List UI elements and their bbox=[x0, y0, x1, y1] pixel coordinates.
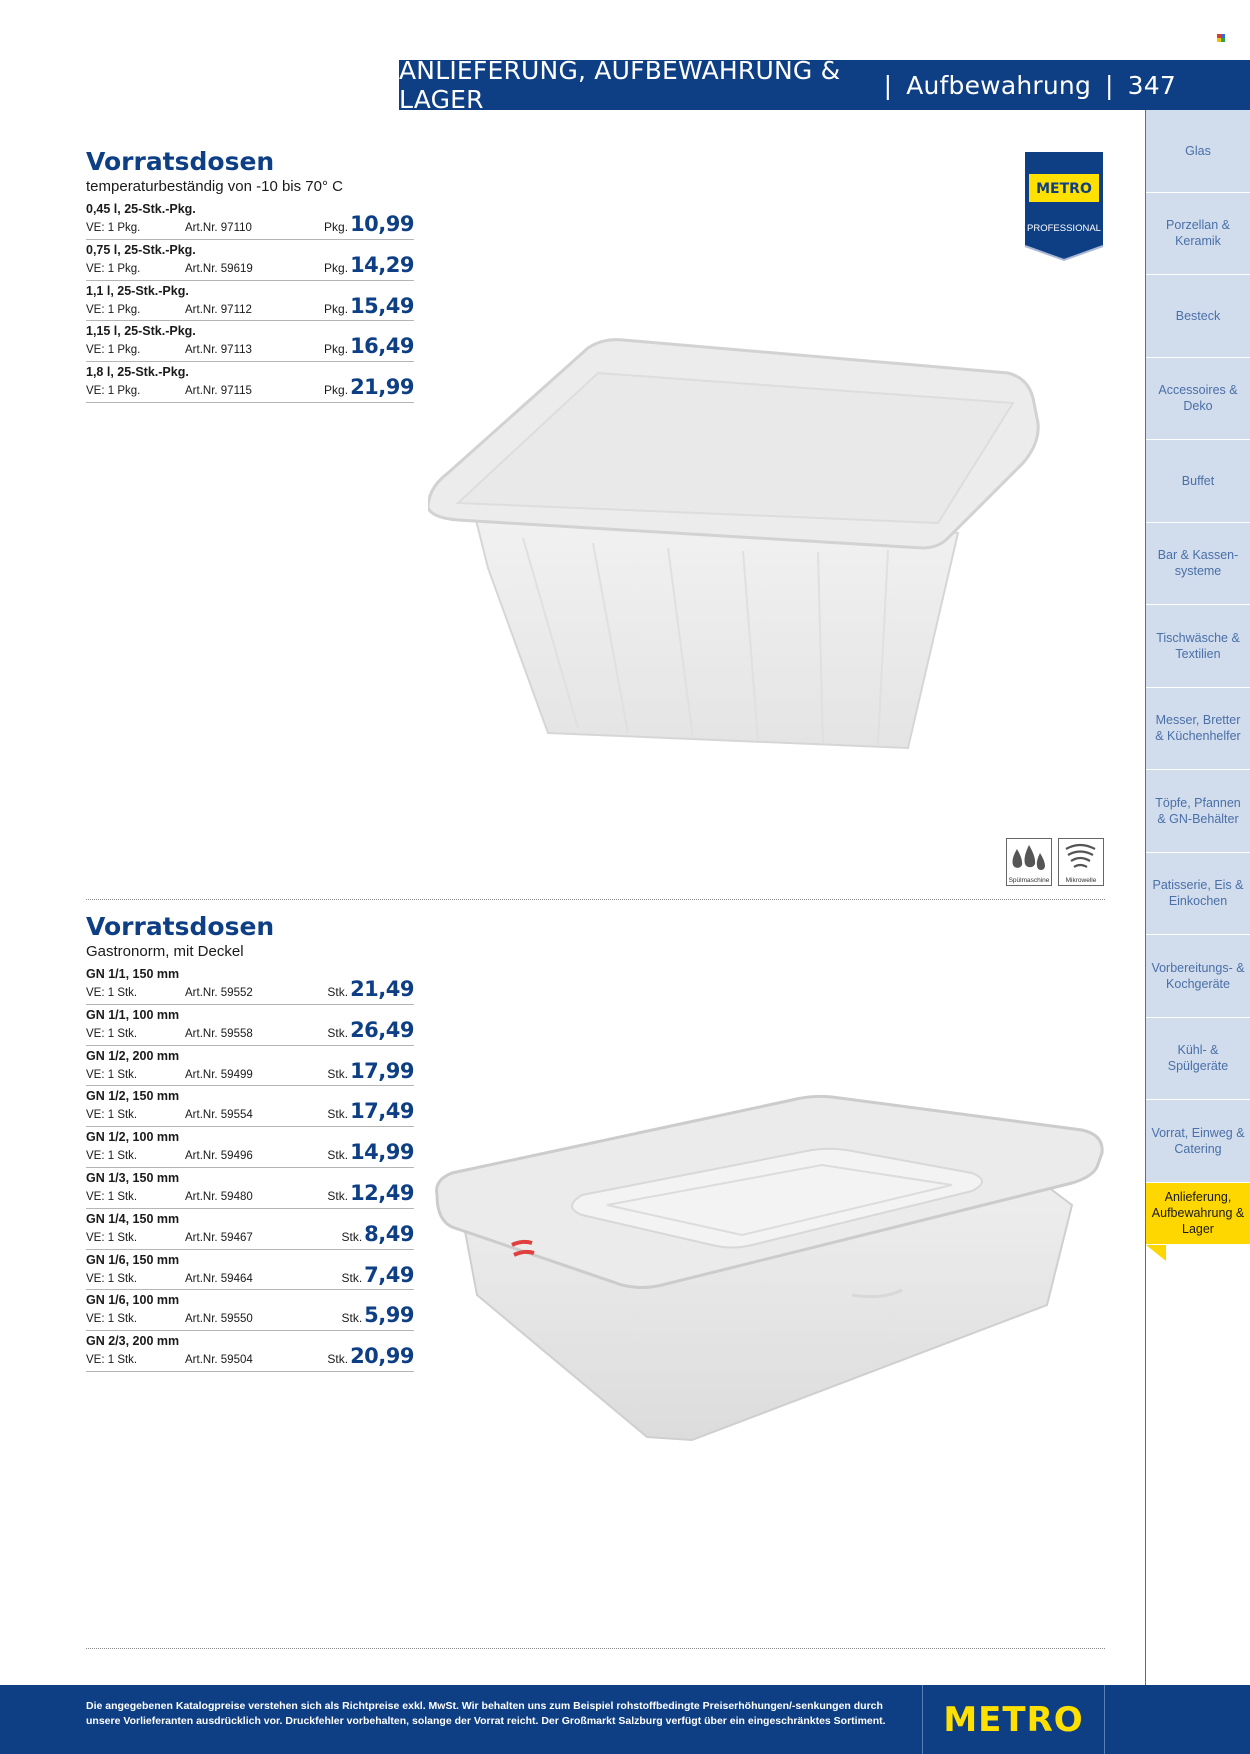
sidebar-tab[interactable] bbox=[1146, 935, 1250, 1018]
bottom-divider bbox=[86, 1648, 1105, 1649]
product-name: 1,1 l, 25-Stk.-Pkg. bbox=[86, 283, 189, 298]
dishwasher-safe-icon bbox=[1006, 838, 1052, 886]
price bbox=[327, 1181, 414, 1205]
flag-icon bbox=[1217, 34, 1225, 42]
section-title: Vorratsdosen bbox=[86, 147, 275, 176]
price-row bbox=[86, 1290, 414, 1331]
price-value: 7,49 bbox=[364, 1262, 414, 1287]
price-row bbox=[86, 1005, 414, 1046]
page-number: 347 bbox=[1127, 70, 1176, 100]
sidebar-tab[interactable] bbox=[1146, 193, 1250, 276]
sidebar-tab[interactable] bbox=[1146, 1183, 1250, 1245]
price-value: 12,49 bbox=[350, 1180, 414, 1205]
sidebar-tab-label: Anlieferung, Aufbewahrung & Lager bbox=[1151, 1190, 1245, 1236]
sidebar-tab-label: Patisserie, Eis & Einkochen bbox=[1152, 878, 1244, 909]
price-unit: Stk. bbox=[327, 1025, 349, 1040]
product-name: 0,75 l, 25-Stk.-Pkg. bbox=[86, 242, 196, 257]
care-label: Mikrowelle bbox=[1065, 877, 1097, 884]
article-number: Art.Nr. 59499 bbox=[185, 1068, 253, 1081]
sidebar-tab[interactable] bbox=[1146, 440, 1250, 523]
article-number: Art.Nr. 59496 bbox=[185, 1150, 253, 1163]
article-number: Art.Nr. 59504 bbox=[185, 1354, 253, 1367]
price bbox=[324, 375, 414, 399]
price-unit: Pkg. bbox=[324, 383, 349, 398]
price-row bbox=[86, 321, 414, 362]
price-unit: Stk. bbox=[327, 1148, 349, 1163]
price bbox=[327, 977, 414, 1001]
sidebar-tab-label: Messer, Bretter & Küchenhelfer bbox=[1155, 713, 1241, 744]
product-name: GN 1/2, 200 mm bbox=[86, 1048, 180, 1063]
product-name: GN 1/3, 150 mm bbox=[86, 1170, 180, 1185]
price bbox=[327, 1140, 414, 1164]
price-row bbox=[86, 281, 414, 322]
article-number: Art.Nr. 97113 bbox=[185, 344, 252, 357]
price-list bbox=[86, 199, 414, 403]
sidebar-tab-label: Besteck bbox=[1175, 308, 1221, 323]
microwave-safe-icon bbox=[1058, 838, 1104, 886]
price-unit: Stk. bbox=[341, 1229, 363, 1244]
price-value: 14,29 bbox=[350, 252, 414, 277]
price-value: 15,49 bbox=[350, 293, 414, 318]
price-value: 20,99 bbox=[350, 1344, 414, 1369]
header-separator: | bbox=[883, 70, 893, 100]
price-unit: Stk. bbox=[327, 1066, 349, 1081]
packaging-unit: VE: 1 Stk. bbox=[86, 1354, 138, 1367]
metro-professional-badge bbox=[1023, 150, 1105, 262]
price-row bbox=[86, 1209, 414, 1250]
price-value: 17,99 bbox=[350, 1058, 414, 1083]
header-separator: | bbox=[1105, 70, 1114, 100]
price-value: 21,99 bbox=[350, 375, 414, 400]
section-subtitle: temperaturbeständig von -10 bis 70° C bbox=[86, 178, 343, 195]
sidebar-tab-label: Vorbereitungs- & Kochgeräte bbox=[1151, 960, 1245, 991]
article-number: Art.Nr. 97112 bbox=[185, 303, 252, 316]
product-section-storage-boxes bbox=[86, 147, 414, 403]
price bbox=[327, 1344, 414, 1368]
article-number: Art.Nr. 97115 bbox=[185, 385, 252, 398]
article-number: Art.Nr. 59467 bbox=[185, 1231, 253, 1244]
price bbox=[324, 212, 414, 236]
packaging-unit: VE: 1 Stk. bbox=[86, 1313, 138, 1326]
header-subsection: Aufbewahrung bbox=[906, 70, 1092, 100]
price-unit: Stk. bbox=[327, 985, 349, 999]
deli-container-image bbox=[428, 338, 1054, 758]
price-row bbox=[86, 199, 414, 240]
price-value: 14,99 bbox=[350, 1140, 414, 1165]
sidebar-tab[interactable] bbox=[1146, 605, 1250, 688]
price-unit: Stk. bbox=[341, 1311, 363, 1326]
product-name: GN 1/1, 100 mm bbox=[86, 1007, 180, 1022]
product-section-gastronorm bbox=[86, 912, 414, 1372]
packaging-unit: VE: 1 Stk. bbox=[86, 1150, 138, 1163]
sidebar-tab-label: Glas bbox=[1185, 143, 1211, 158]
badge-line: PROFESSIONAL bbox=[1027, 223, 1101, 234]
price bbox=[342, 1222, 415, 1246]
price bbox=[342, 1303, 415, 1327]
sidebar-tab-label: Porzellan & Keramik bbox=[1166, 218, 1230, 249]
section-divider bbox=[86, 899, 1105, 900]
metro-logo bbox=[922, 1685, 1105, 1754]
product-name: 0,45 l, 25-Stk.-Pkg. bbox=[86, 202, 196, 216]
product-name: GN 2/3, 200 mm bbox=[86, 1334, 180, 1349]
product-name: GN 1/6, 100 mm bbox=[86, 1293, 180, 1308]
packaging-unit: VE: 1 Stk. bbox=[86, 1231, 138, 1244]
packaging-unit: VE: 1 Stk. bbox=[86, 987, 138, 999]
sidebar-tab-label: Töpfe, Pfannen & GN-Behälter bbox=[1155, 795, 1241, 826]
gastronorm-container-image bbox=[432, 1095, 1108, 1445]
price-unit: Stk. bbox=[327, 1188, 349, 1203]
product-name: GN 1/4, 150 mm bbox=[86, 1211, 180, 1226]
price-unit: Pkg. bbox=[324, 342, 349, 357]
price-row bbox=[86, 362, 414, 403]
price-row bbox=[86, 1086, 414, 1127]
footer bbox=[0, 1685, 1250, 1754]
article-number: Art.Nr. 59619 bbox=[185, 262, 253, 275]
price bbox=[324, 334, 414, 358]
price-list bbox=[86, 964, 414, 1372]
packaging-unit: VE: 1 Pkg. bbox=[86, 344, 141, 357]
article-number: Art.Nr. 59464 bbox=[185, 1272, 253, 1285]
sidebar-tab[interactable] bbox=[1146, 110, 1250, 193]
section-subtitle: Gastronorm, mit Deckel bbox=[86, 943, 244, 960]
page-header bbox=[399, 56, 1250, 114]
article-number: Art.Nr. 59550 bbox=[185, 1313, 253, 1326]
packaging-unit: VE: 1 Pkg. bbox=[86, 262, 141, 275]
price bbox=[324, 253, 414, 277]
price-value: 17,49 bbox=[350, 1099, 414, 1124]
packaging-unit: VE: 1 Stk. bbox=[86, 1109, 138, 1122]
sidebar-tab-label: Buffet bbox=[1181, 473, 1215, 488]
sidebar-tab[interactable] bbox=[1146, 358, 1250, 441]
active-tab-marker bbox=[1146, 1245, 1166, 1261]
price bbox=[327, 1099, 414, 1123]
price bbox=[342, 1263, 415, 1287]
price-value: 16,49 bbox=[350, 334, 414, 359]
footer-disclaimer: Die angegebenen Katalogpreise verstehen sich als Richtpreise exkl. MwSt. Wir behalten uns zum Beispiel rohstoffbedingte Preiserhöhungen/-senkungen durch unsere Vorlieferanten ausdrücklich vor. Druckfehler vorbehalten, solange der Vorrat reicht. Der Großmarkt Salzburg verfügt über ein eingeschränktes Sortiment. bbox=[86, 1700, 886, 1727]
product-name: GN 1/1, 150 mm bbox=[86, 967, 180, 981]
packaging-unit: VE: 1 Stk. bbox=[86, 1190, 138, 1203]
product-name: 1,15 l, 25-Stk.-Pkg. bbox=[86, 324, 196, 339]
packaging-unit: VE: 1 Stk. bbox=[86, 1068, 138, 1081]
packaging-unit: VE: 1 Stk. bbox=[86, 1027, 138, 1040]
sidebar-tab[interactable] bbox=[1146, 853, 1250, 936]
price-unit: Pkg. bbox=[324, 220, 349, 234]
metro-logo-text: METRO bbox=[943, 1699, 1084, 1740]
sidebar-tab-label: Tischwäsche & Textilien bbox=[1156, 630, 1240, 661]
price-value: 21,49 bbox=[350, 977, 414, 1001]
article-number: Art.Nr. 59552 bbox=[185, 987, 253, 999]
sidebar-tab[interactable] bbox=[1146, 688, 1250, 771]
price bbox=[324, 294, 414, 318]
article-number: Art.Nr. 59480 bbox=[185, 1190, 253, 1203]
sidebar-tab[interactable] bbox=[1146, 770, 1250, 853]
sidebar-tab-label: Kühl- & Spülgeräte bbox=[1167, 1043, 1229, 1074]
article-number: Art.Nr. 59558 bbox=[185, 1027, 253, 1040]
article-number: Art.Nr. 59554 bbox=[185, 1109, 253, 1122]
product-name: GN 1/2, 100 mm bbox=[86, 1130, 180, 1145]
sidebar-tab[interactable] bbox=[1146, 523, 1250, 606]
packaging-unit: VE: 1 Pkg. bbox=[86, 385, 141, 398]
price-unit: Stk. bbox=[327, 1352, 349, 1367]
badge-brand: METRO bbox=[1036, 181, 1092, 197]
price-unit: Stk. bbox=[341, 1270, 363, 1285]
price-value: 10,99 bbox=[350, 212, 414, 236]
price-unit: Pkg. bbox=[324, 260, 349, 275]
packaging-unit: VE: 1 Stk. bbox=[86, 1272, 138, 1285]
sidebar-tab-label: Vorrat, Einweg & Catering bbox=[1151, 1125, 1245, 1156]
sidebar-tab-label: Accessoires & Deko bbox=[1158, 383, 1238, 414]
care-label: Spülmaschine bbox=[1008, 877, 1050, 884]
price-row bbox=[86, 1127, 414, 1168]
price-row bbox=[86, 1331, 414, 1372]
category-sidebar bbox=[1145, 110, 1250, 1685]
article-number: Art.Nr. 97110 bbox=[185, 222, 252, 234]
price bbox=[327, 1059, 414, 1083]
packaging-unit: VE: 1 Pkg. bbox=[86, 303, 141, 316]
sidebar-tab[interactable] bbox=[1146, 1100, 1250, 1183]
sidebar-tab[interactable] bbox=[1146, 1018, 1250, 1101]
price-unit: Pkg. bbox=[324, 301, 349, 316]
product-name: GN 1/2, 150 mm bbox=[86, 1089, 180, 1104]
price-unit: Stk. bbox=[327, 1107, 349, 1122]
product-name: 1,8 l, 25-Stk.-Pkg. bbox=[86, 365, 189, 380]
header-section: ANLIEFERUNG, AUFBEWAHRUNG & LAGER bbox=[399, 56, 841, 114]
sidebar-tab-label: Bar & Kassen- systeme bbox=[1157, 548, 1239, 579]
price-value: 26,49 bbox=[350, 1017, 414, 1042]
price-row bbox=[86, 1046, 414, 1087]
price-row bbox=[86, 964, 414, 1005]
price-value: 8,49 bbox=[364, 1221, 414, 1246]
price-row bbox=[86, 240, 414, 281]
price-value: 5,99 bbox=[364, 1303, 414, 1328]
sidebar-tab[interactable] bbox=[1146, 275, 1250, 358]
section-title: Vorratsdosen bbox=[86, 912, 275, 941]
price-row bbox=[86, 1250, 414, 1291]
product-name: GN 1/6, 150 mm bbox=[86, 1252, 180, 1267]
price-row bbox=[86, 1168, 414, 1209]
price bbox=[327, 1018, 414, 1042]
packaging-unit: VE: 1 Pkg. bbox=[86, 222, 141, 234]
